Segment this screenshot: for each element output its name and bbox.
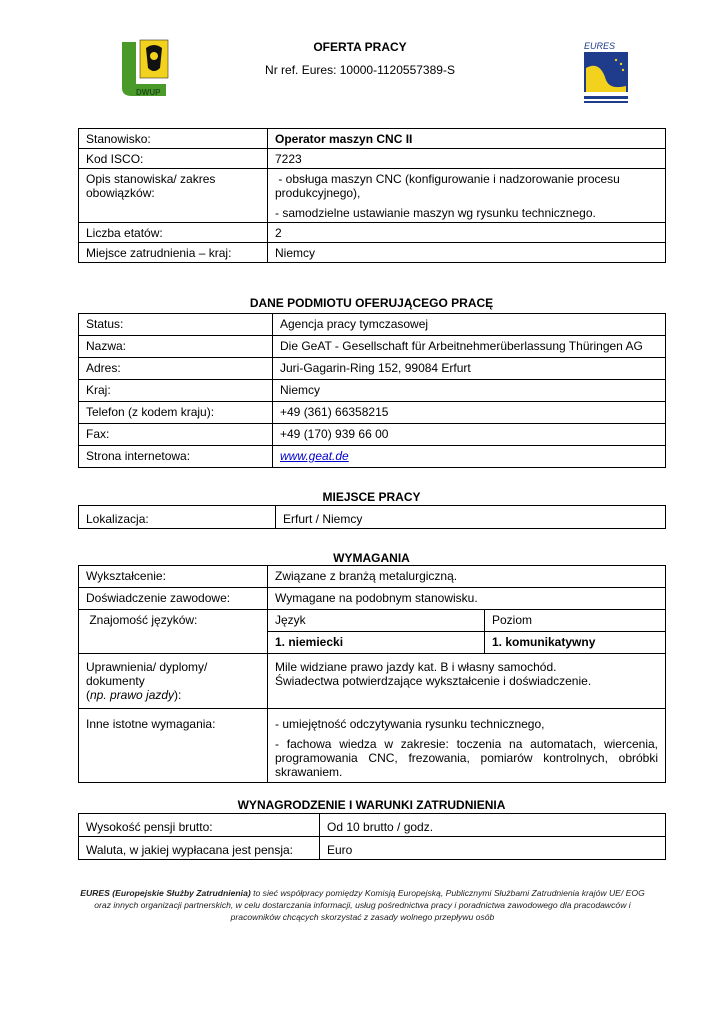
salary-table xyxy=(78,813,666,860)
certificates-label-line: Uprawnienia/ dyplomy/ dokumenty xyxy=(86,660,208,688)
count-label: Liczba etatów: xyxy=(79,223,268,243)
fax-label: Fax: xyxy=(79,424,273,446)
dwup-logo xyxy=(116,38,174,102)
table-row xyxy=(79,243,666,263)
currency-label: Waluta, w jakiej wypłacana jest pensja: xyxy=(79,837,320,860)
other-value xyxy=(268,709,666,783)
document-header xyxy=(0,0,725,120)
description-line: - obsługa maszyn CNC (konfigurowanie i nadzorowanie procesu produkcyjnego), xyxy=(275,172,624,200)
table-row xyxy=(79,566,666,588)
job-table xyxy=(78,128,666,263)
table-row xyxy=(79,814,666,837)
table-row xyxy=(79,358,666,380)
certificates-value xyxy=(268,654,666,709)
name-label: Nazwa: xyxy=(79,336,273,358)
table-row xyxy=(79,223,666,243)
certificates-label-line xyxy=(86,688,260,702)
fax-value: +49 (170) 939 66 00 xyxy=(273,424,666,446)
location-label: Lokalizacja: xyxy=(79,506,276,529)
currency-value: Euro xyxy=(320,837,666,860)
phone-label: Telefon (z kodem kraju): xyxy=(79,402,273,424)
isco-value: 7223 xyxy=(268,149,666,169)
paren-close: ): xyxy=(174,688,182,702)
certificates-example: np. prawo jazdy xyxy=(90,688,175,702)
description-value xyxy=(268,169,666,223)
footer-bold: EURES (Europejskie Służby Zatrudnienia) xyxy=(80,888,251,898)
page-title: OFERTA PRACY xyxy=(313,40,407,54)
education-label: Wykształcenie: xyxy=(79,566,268,588)
status-value: Agencja pracy tymczasowej xyxy=(273,314,666,336)
description-line: - samodzielne ustawianie maszyn wg rysunku technicznego. xyxy=(275,206,596,220)
table-row xyxy=(79,837,666,860)
salary-section-title: WYNAGRODZENIE I WARUNKI ZATRUDNIENIA xyxy=(237,798,506,812)
table-row xyxy=(79,506,666,529)
other-line: - umiejętność odczytywania rysunku technicznego, xyxy=(275,717,545,731)
website-label: Strona internetowa: xyxy=(79,446,273,468)
table-row xyxy=(79,402,666,424)
website-cell xyxy=(273,446,666,468)
education-value: Związane z branżą metalurgiczną. xyxy=(268,566,666,588)
certificates-label xyxy=(79,654,268,709)
name-value: Die GeAT - Gesellschaft für Arbeitnehmerüberlassung Thüringen AG xyxy=(273,336,666,358)
place-label: Miejsce zatrudnienia – kraj: xyxy=(79,243,268,263)
table-row xyxy=(79,610,666,632)
isco-label: Kod ISCO: xyxy=(79,149,268,169)
gross-label: Wysokość pensji brutto: xyxy=(79,814,320,837)
table-row xyxy=(79,129,666,149)
other-label: Inne istotne wymagania: xyxy=(79,709,268,783)
location-value: Erfurt / Niemcy xyxy=(276,506,666,529)
address-label: Adres: xyxy=(79,358,273,380)
table-row xyxy=(79,424,666,446)
reference-number: Nr ref. Eures: 10000-1120557389-S xyxy=(265,63,455,77)
table-row xyxy=(79,149,666,169)
certificates-line: Mile widziane prawo jazdy kat. B i własny samochód. xyxy=(275,660,557,674)
requirements-section-title: WYMAGANIA xyxy=(333,551,410,565)
svg-text:EURES: EURES xyxy=(584,41,616,51)
table-row xyxy=(79,380,666,402)
position-value: Operator maszyn CNC II xyxy=(268,129,666,149)
level-value: 1. komunikatywny xyxy=(485,632,666,654)
description-label: Opis stanowiska/ zakres obowiązków: xyxy=(79,169,268,223)
phone-value: +49 (361) 66358215 xyxy=(273,402,666,424)
svg-text:DWUP: DWUP xyxy=(136,88,161,97)
country-value: Niemcy xyxy=(273,380,666,402)
employer-section-title: DANE PODMIOTU OFERUJĄCEGO PRACĘ xyxy=(249,296,494,310)
count-value: 2 xyxy=(268,223,666,243)
paren-open: ( xyxy=(86,688,90,702)
position-label: Stanowisko: xyxy=(79,129,268,149)
table-row xyxy=(79,654,666,709)
requirements-table xyxy=(78,565,666,783)
employer-table xyxy=(78,313,666,468)
experience-label: Doświadczenie zawodowe: xyxy=(79,588,268,610)
table-row xyxy=(79,336,666,358)
experience-value: Wymagane na podobnym stanowisku. xyxy=(268,588,666,610)
footer-note xyxy=(80,887,645,923)
eures-logo xyxy=(580,40,632,108)
workplace-section-title: MIEJSCE PRACY xyxy=(322,490,421,504)
place-value: Niemcy xyxy=(268,243,666,263)
gross-value: Od 10 brutto / godz. xyxy=(320,814,666,837)
country-label: Kraj: xyxy=(79,380,273,402)
table-row xyxy=(79,709,666,783)
footer-text: to sieć współpracy pomiędzy Komisją Europejską, Publicznymi Służbami Zatrudnienia krajów UE/ EOG oraz innych organizacji partnerskich, w celu dostarczania informacji, usług pośrednictwa pracy i poradnictwa zawodowego dla pracodawców i pracowników chcących skorzystać z zasady wolnego przepływu osób xyxy=(94,888,645,922)
table-row xyxy=(79,588,666,610)
table-row xyxy=(79,314,666,336)
language-header: Język xyxy=(268,610,485,632)
table-row xyxy=(79,446,666,468)
other-line: - fachowa wiedza w zakresie: toczenia na automatach, wiercenia, programowania CNC, frezowania, pomiarów kontrolnych, obróbki skrawaniem. xyxy=(275,737,658,779)
table-row xyxy=(79,169,666,223)
workplace-table xyxy=(78,505,666,529)
level-header: Poziom xyxy=(485,610,666,632)
website-link[interactable]: www.geat.de xyxy=(280,449,349,463)
language-value: 1. niemiecki xyxy=(268,632,485,654)
certificates-line: Świadectwa potwierdzające wykształcenie i doświadczenie. xyxy=(275,674,592,688)
languages-label: Znajomość języków: xyxy=(79,610,268,654)
status-label: Status: xyxy=(79,314,273,336)
address-value: Juri-Gagarin-Ring 152, 99084 Erfurt xyxy=(273,358,666,380)
